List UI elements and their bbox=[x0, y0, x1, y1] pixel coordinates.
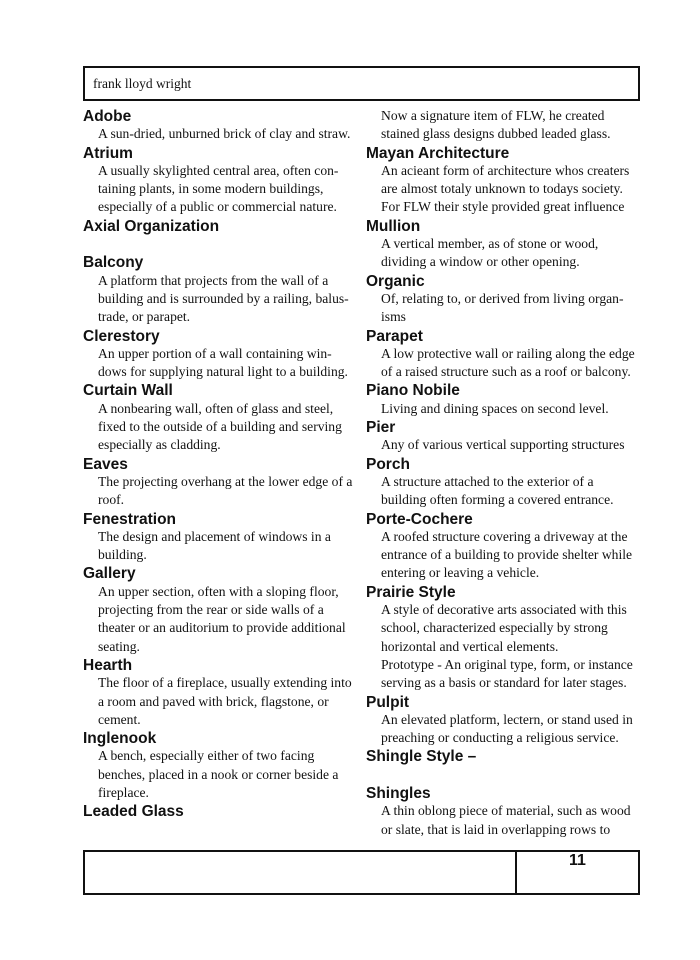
glossary-entry bbox=[366, 748, 641, 785]
definition-line: Any of various vertical supporting structures bbox=[381, 437, 625, 453]
footer bbox=[83, 850, 640, 895]
definition-line: fireplace. bbox=[98, 784, 149, 800]
definition-line: theater or an auditorium to provide additional bbox=[98, 620, 346, 636]
glossary-entry bbox=[366, 785, 641, 840]
glossary-entry bbox=[366, 108, 641, 145]
definition-line: fixed to the outside of a building and serving bbox=[98, 419, 342, 435]
definition-line: Of, relating to, or derived from living organ- bbox=[381, 290, 624, 306]
glossary-term: Inglenook bbox=[83, 730, 157, 748]
definition-line: projecting from the rear or side walls of a bbox=[98, 602, 324, 618]
page-number: 11 bbox=[569, 852, 586, 869]
definition-line: school, characterized especially by strong bbox=[381, 620, 608, 636]
definition-line: horizontal and vertical elements. bbox=[381, 638, 559, 654]
definition-line: or slate, that is laid in overlapping rows to bbox=[381, 821, 611, 837]
definition-line: An upper portion of a wall containing win- bbox=[98, 345, 332, 361]
definition-line: The design and placement of windows in a bbox=[98, 528, 331, 544]
definition-line: A roofed structure covering a driveway at the bbox=[381, 528, 628, 544]
glossary-term: Porte-Cochere bbox=[366, 510, 473, 528]
glossary-entry bbox=[83, 657, 358, 730]
glossary-term: Curtain Wall bbox=[83, 382, 173, 400]
definition-line: A platform that projects from the wall of a bbox=[98, 272, 329, 288]
glossary-entry bbox=[83, 254, 358, 327]
definition-line: entrance of a building to provide shelter while bbox=[381, 547, 633, 563]
definition-line: building and is surrounded by a railing, balus- bbox=[98, 290, 349, 306]
definition-line: isms bbox=[381, 309, 406, 325]
glossary-entry bbox=[83, 108, 358, 145]
definition-line: Now a signature item of FLW, he created bbox=[381, 108, 605, 123]
glossary-term: Eaves bbox=[83, 455, 128, 473]
definition-line: An acieant form of architecture whos creaters bbox=[381, 162, 630, 178]
glossary-entry bbox=[366, 218, 641, 273]
glossary-term: Atrium bbox=[83, 144, 133, 162]
definition-line bbox=[83, 236, 358, 254]
glossary-term: Fenestration bbox=[83, 510, 177, 528]
definition-line: preaching or conducting a religious service. bbox=[381, 730, 619, 746]
glossary-term: Porch bbox=[366, 455, 410, 473]
definition-line: serving as a basis or standard for later stages. bbox=[381, 675, 627, 691]
right-column bbox=[366, 108, 641, 840]
definition-line: A style of decorative arts associated with this bbox=[381, 602, 627, 618]
glossary-entry bbox=[83, 145, 358, 218]
definition-line: especially of a public or commercial nature. bbox=[98, 199, 337, 215]
definition-line: roof. bbox=[98, 492, 125, 508]
glossary-entry bbox=[366, 456, 641, 511]
definition-line: A structure attached to the exterior of a bbox=[381, 473, 594, 489]
definition-line: Living and dining spaces on second level. bbox=[381, 400, 609, 416]
definition-line: building. bbox=[98, 547, 147, 563]
glossary-entry bbox=[83, 218, 358, 255]
definition-line: seating. bbox=[98, 638, 140, 654]
glossary-entry bbox=[83, 328, 358, 383]
definition-line: taining plants, in some modern buildings, bbox=[98, 181, 324, 197]
glossary-entry bbox=[83, 730, 358, 803]
definition-line: A thin oblong piece of material, such as wood bbox=[381, 803, 631, 819]
glossary-term: Shingles bbox=[366, 784, 431, 802]
definition-line bbox=[366, 767, 641, 785]
definition-line: A bench, especially either of two facing bbox=[98, 748, 315, 764]
glossary-entry bbox=[366, 584, 641, 694]
definition-line: An upper section, often with a sloping floor, bbox=[98, 583, 339, 599]
glossary-term: Adobe bbox=[83, 108, 132, 125]
definition-line: dividing a window or other opening. bbox=[381, 254, 580, 270]
glossary-term: Pier bbox=[366, 419, 396, 437]
glossary-term: Organic bbox=[366, 272, 425, 290]
glossary-term: Mullion bbox=[366, 217, 421, 235]
glossary-term: Clerestory bbox=[83, 327, 160, 345]
glossary-entry bbox=[83, 511, 358, 566]
definition-line: stained glass designs dubbed leaded glass. bbox=[381, 126, 611, 142]
glossary-term: Pulpit bbox=[366, 693, 410, 711]
definition-line: dows for supplying natural light to a building. bbox=[98, 364, 348, 380]
glossary-term: Prairie Style bbox=[366, 583, 456, 601]
glossary-entry bbox=[366, 694, 641, 749]
glossary-entry bbox=[83, 803, 358, 821]
left-column bbox=[83, 108, 358, 822]
glossary-term: Balcony bbox=[83, 254, 144, 272]
definition-line: benches, placed in a nook or corner beside a bbox=[98, 766, 339, 782]
glossary-term: Leaded Glass bbox=[83, 803, 184, 821]
definition-line: building often forming a covered entrance. bbox=[381, 492, 614, 508]
glossary-entry bbox=[83, 382, 358, 455]
running-header bbox=[83, 66, 640, 101]
glossary-entry bbox=[366, 511, 641, 584]
glossary-term: Hearth bbox=[83, 656, 133, 674]
glossary-entry bbox=[83, 456, 358, 511]
glossary-term: Shingle Style – bbox=[366, 748, 477, 766]
definition-line: The projecting overhang at the lower edge of a bbox=[98, 473, 353, 489]
definition-line: A vertical member, as of stone or wood, bbox=[381, 236, 599, 252]
definition-line: The floor of a fireplace, usually extending into bbox=[98, 675, 352, 691]
glossary-entry bbox=[83, 565, 358, 656]
glossary-entry bbox=[366, 328, 641, 383]
definition-line: are almost totaly unknown to todays society. bbox=[381, 181, 623, 197]
definition-line: of a raised structure such as a roof or balcony. bbox=[381, 364, 631, 380]
glossary-term: Parapet bbox=[366, 327, 423, 345]
definition-line: A sun-dried, unburned brick of clay and straw. bbox=[98, 126, 351, 142]
definition-line: A usually skylighted central area, often con- bbox=[98, 162, 339, 178]
definition-line: Prototype - An original type, form, or instance bbox=[381, 656, 633, 672]
definition-line: especially as cladding. bbox=[98, 437, 221, 453]
header-title: frank lloyd wright bbox=[93, 76, 192, 91]
glossary-entry bbox=[366, 145, 641, 218]
glossary-entry bbox=[366, 273, 641, 328]
definition-line: a room and paved with brick, flagstone, or bbox=[98, 693, 329, 709]
glossary-term: Gallery bbox=[83, 565, 136, 583]
glossary-entry bbox=[366, 419, 641, 456]
glossary-term: Piano Nobile bbox=[366, 382, 460, 400]
definition-line: For FLW their style provided great influence bbox=[381, 199, 625, 215]
definition-line: entering or leaving a vehicle. bbox=[381, 565, 540, 581]
definition-line: cement. bbox=[98, 711, 141, 727]
definition-line: trade, or parapet. bbox=[98, 309, 191, 325]
glossary-term: Mayan Architecture bbox=[366, 144, 510, 162]
glossary-term: Axial Organization bbox=[83, 217, 220, 235]
glossary-entry bbox=[366, 382, 641, 419]
definition-line: An elevated platform, lectern, or stand used in bbox=[381, 711, 633, 727]
definition-line: A nonbearing wall, often of glass and steel, bbox=[98, 400, 334, 416]
definition-line: A low protective wall or railing along the edge bbox=[381, 345, 635, 361]
